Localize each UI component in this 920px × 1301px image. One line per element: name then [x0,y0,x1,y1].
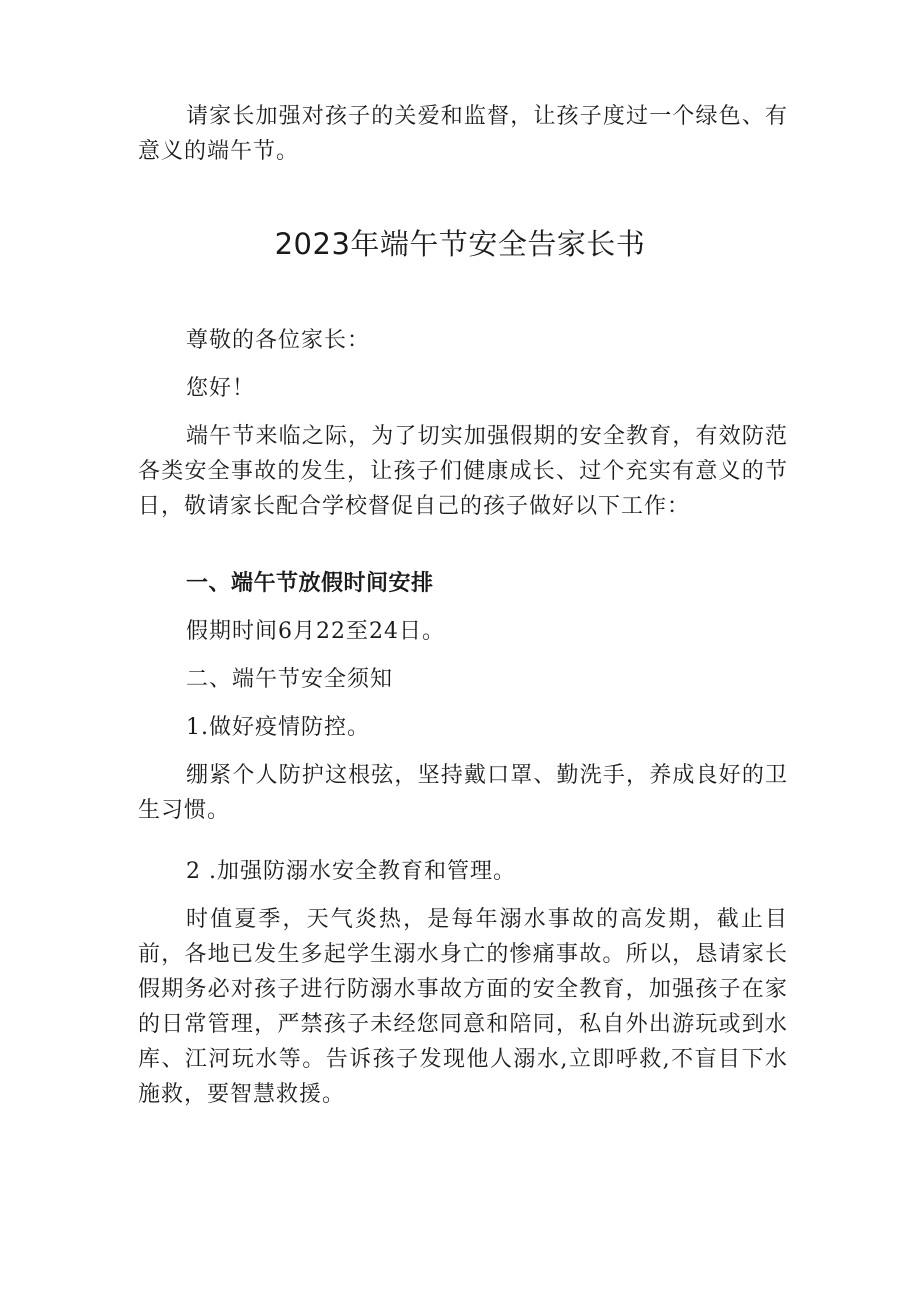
opening-paragraph: 端午节来临之际，为了切实加强假期的安全教育，有效防范各类安全事故的发生，让孩子们健康成长、过个充实有意义的节日，敬请家长配合学校督促自己的孩子做好以下工作： [138,424,788,519]
item1-text: 绷紧个人防护这根弦，坚持戴口罩、勤洗手，养成良好的卫生习惯。 [138,763,788,823]
document-title: 2023年端午节安全告家长书 [274,227,646,261]
intro-closing-paragraph: 请家长加强对孩子的关爱和监督，让孩子度过一个绿色、有意义的端午节。 [138,104,788,164]
greeting: 您好！ [186,376,256,401]
section1-heading: 一、端午节放假时间安排 [186,571,434,596]
item2-heading: 2 .加强防溺水安全教育和管理。 [186,859,516,884]
section2-heading: 二、端午节安全须知 [186,667,394,692]
section1-text: 假期时间6月22至24日。 [186,619,445,644]
item1-heading: 1.做好疫情防控。 [186,715,370,740]
item2-text: 时值夏季，天气炎热，是每年溺水事故的高发期，截止目前，各地已发生多起学生溺水身亡的惨痛事故。所以，恳请家长假期务必对孩子进行防溺水事故方面的安全教育，加强孩子在家的日常管理，严禁孩子未经您同意和陪同，私自外出游玩或到水库、江河玩水等。告诉孩子发现他人溺水,立即呼救,不盲目下水施救，要智慧救援。 [138,907,788,1107]
salutation: 尊敬的各位家长： [186,328,371,353]
